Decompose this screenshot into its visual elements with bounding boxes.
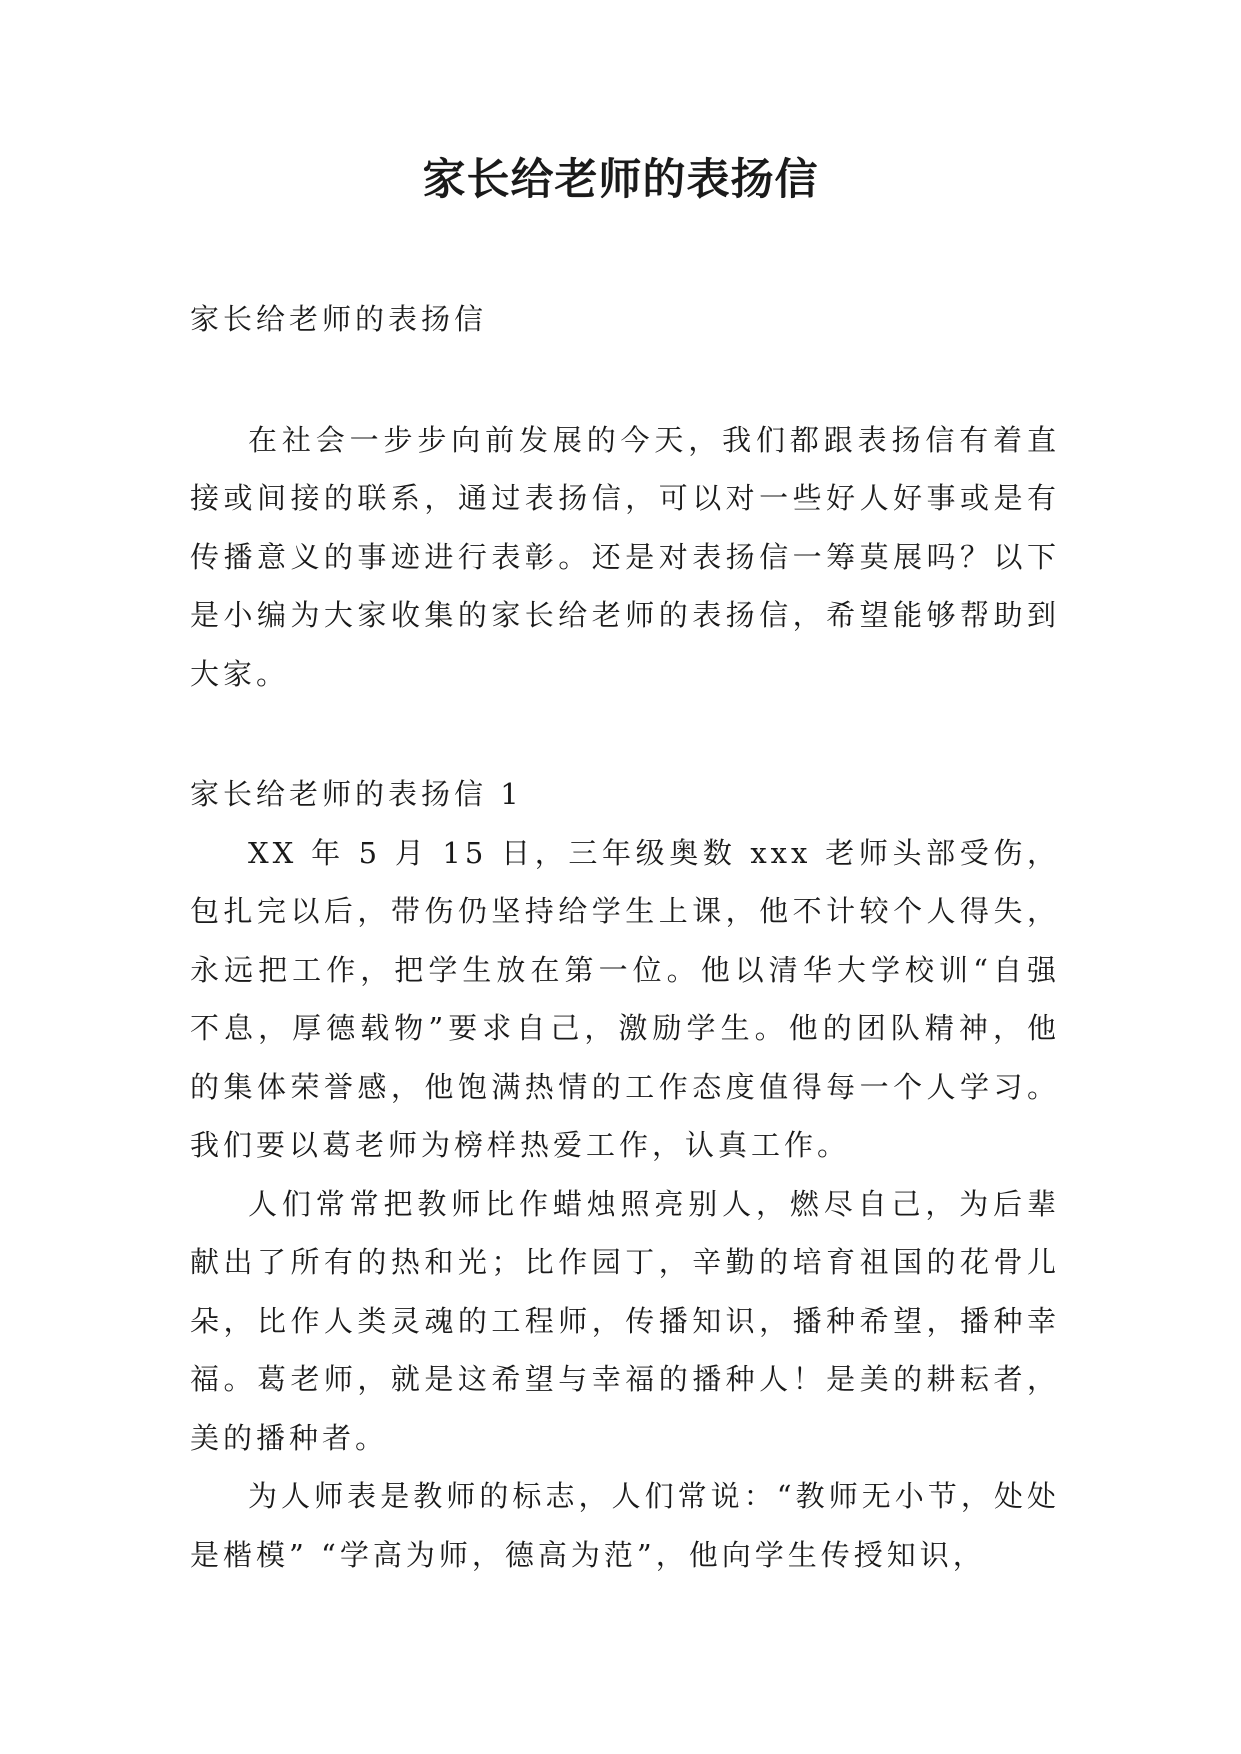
spacer [190,703,1060,765]
body-paragraph: 人们常常把教师比作蜡烛照亮别人，燃尽自己，为后辈献出了所有的热和光；比作园丁，辛勤的培育祖国的花骨儿朵，比作人类灵魂的工程师，传播知识，播种希望，播种幸福。葛老师，就是这希望与幸福的播种人！是美的耕耘者，美的播种者。 [190,1186,1060,1455]
spacer [190,349,1060,411]
intro-paragraph: 在社会一步步向前发展的今天，我们都跟表扬信有着直接或间接的联系，通过表扬信，可以对一些好人好事或是有传播意义的事迹进行表彰。还是对表扬信一筹莫展吗？以下是小编为大家收集的家长给老师的表扬信，希望能够帮助到大家。 [190,422,1060,691]
body-paragraph: 为人师表是教师的标志，人们常说：“教师无小节，处处是楷模” “学高为师，德高为范”，他向学生传授知识， [190,1479,1060,1572]
document-subtitle: 家长给老师的表扬信 [190,302,488,336]
body-paragraph: XX 年 5 月 15 日，三年级奥数 xxx 老师头部受伤，包扎完以后，带伤仍坚持给学生上课，他不计较个人得失，永远把工作，把学生放在第一位。他以清华大学校训“自强不息，厚德载物”要求自己，激励学生。他的团队精神，他的集体荣誉感，他饱满热情的工作态度值得每一个人学习。我们要以葛老师为榜样热爱工作，认真工作。 [190,835,1060,1162]
section-heading: 家长给老师的表扬信 1 [190,777,523,811]
document-title: 家长给老师的表扬信 [422,155,819,205]
document-body [190,290,1060,1584]
